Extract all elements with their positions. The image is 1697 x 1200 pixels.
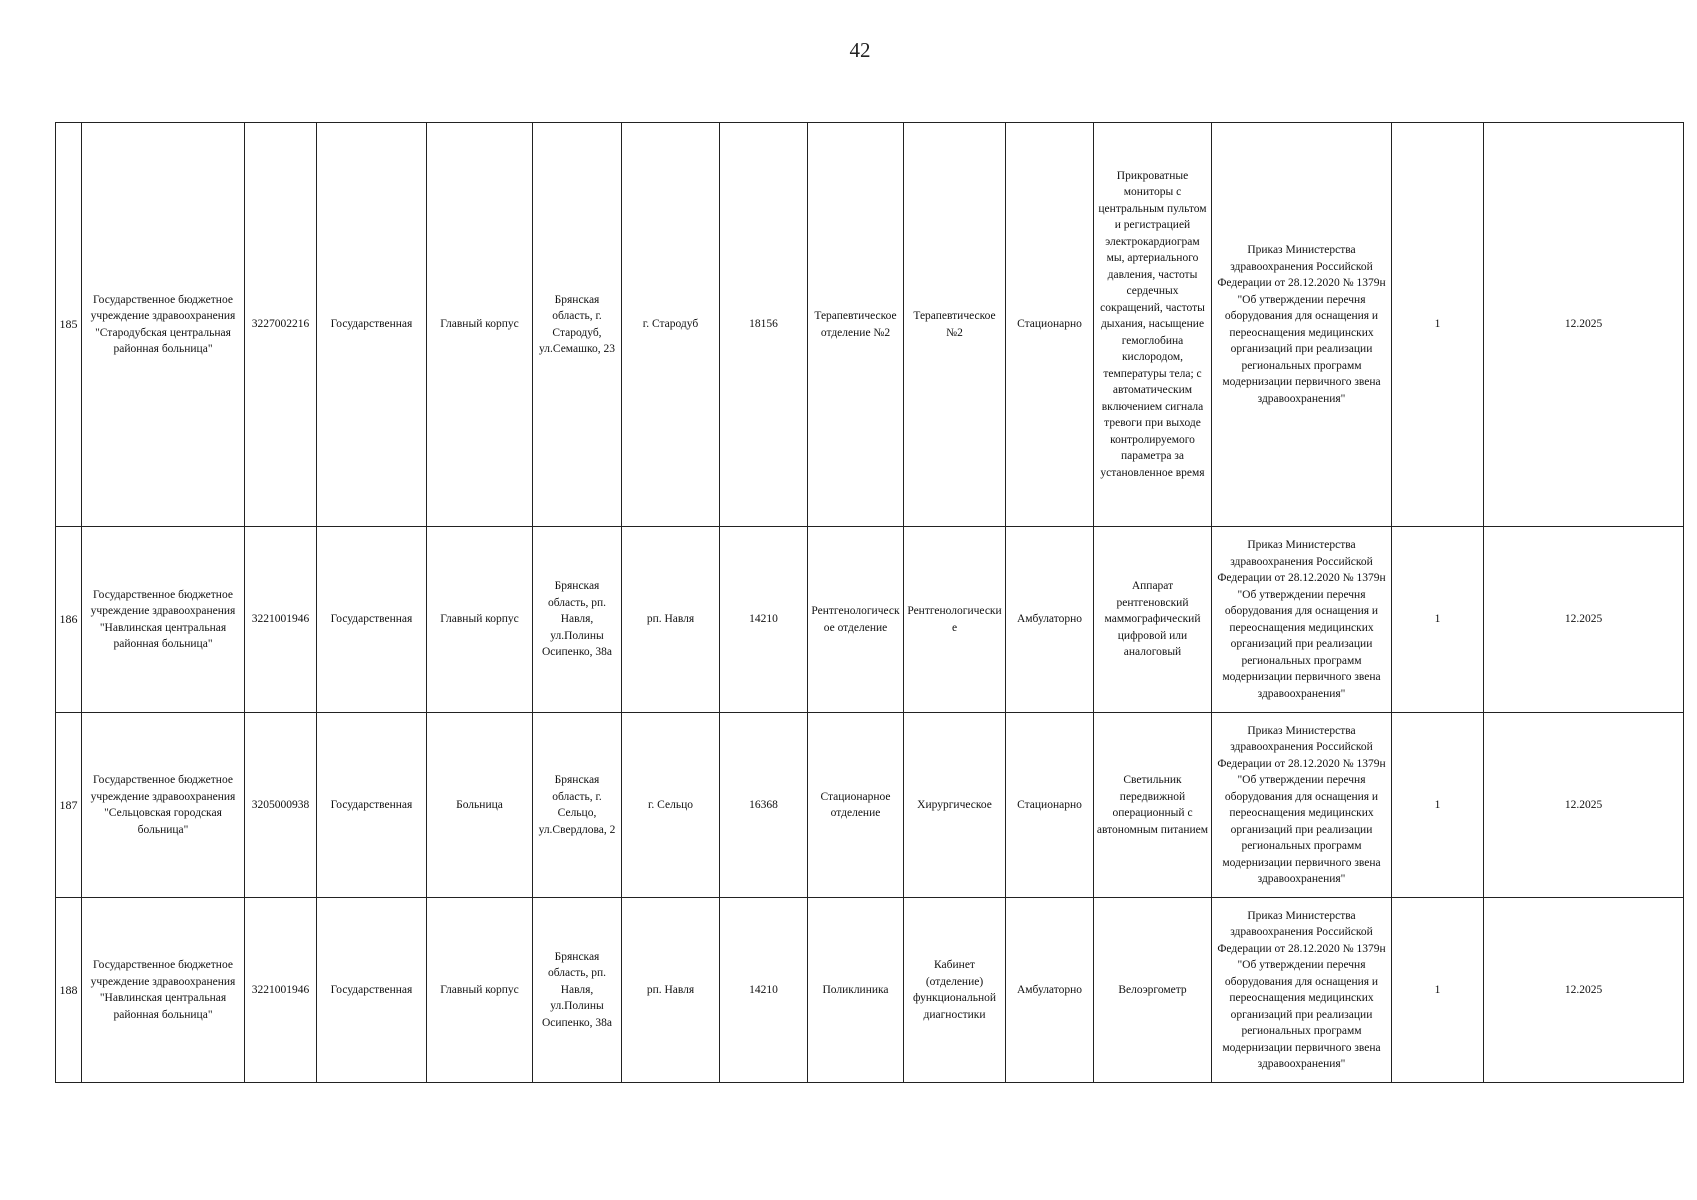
building: Главный корпус <box>427 898 533 1083</box>
profile: Кабинет (отделение) функциональной диагностики <box>904 898 1006 1083</box>
address: Брянская область, г. Сельцо, ул.Свердлова, 2 <box>533 713 622 898</box>
care-form: Амбулаторно <box>1006 898 1094 1083</box>
building: Больница <box>427 713 533 898</box>
building: Главный корпус <box>427 527 533 713</box>
inn-code: 3227002216 <box>245 123 317 527</box>
locality: г. Стародуб <box>622 123 720 527</box>
care-form: Стационарно <box>1006 123 1094 527</box>
row-number: 188 <box>56 898 82 1083</box>
population: 16368 <box>720 713 808 898</box>
address: Брянская область, рп. Навля, ул.Полины Осипенко, 38а <box>533 898 622 1083</box>
care-form: Амбулаторно <box>1006 527 1094 713</box>
institution-name: Государственное бюджетное учреждение здравоохранения "Навлинская центральная районная больница" <box>82 898 245 1083</box>
institution-name: Государственное бюджетное учреждение здравоохранения "Сельцовская городская больница" <box>82 713 245 898</box>
table-row <box>56 527 1684 713</box>
population: 14210 <box>720 527 808 713</box>
inn-code: 3221001946 <box>245 527 317 713</box>
quantity: 1 <box>1392 527 1484 713</box>
equipment: Светильник передвижной операционный с автономным питанием <box>1094 713 1212 898</box>
date: 12.2025 <box>1484 713 1684 898</box>
ownership-form: Государственная <box>317 713 427 898</box>
profile: Терапевтическое №2 <box>904 123 1006 527</box>
page-number: 42 <box>849 38 871 62</box>
date: 12.2025 <box>1484 527 1684 713</box>
row-number: 187 <box>56 713 82 898</box>
inn-code: 3221001946 <box>245 898 317 1083</box>
ownership-form: Государственная <box>317 898 427 1083</box>
department: Терапевтическое отделение №2 <box>808 123 904 527</box>
department: Поликлиника <box>808 898 904 1083</box>
equipment-registry-table <box>55 122 1684 1083</box>
date: 12.2025 <box>1484 123 1684 527</box>
locality: рп. Навля <box>622 898 720 1083</box>
address: Брянская область, рп. Навля, ул.Полины Осипенко, 38а <box>533 527 622 713</box>
inn-code: 3205000938 <box>245 713 317 898</box>
row-number: 185 <box>56 123 82 527</box>
institution-name: Государственное бюджетное учреждение здравоохранения "Навлинская центральная районная больница" <box>82 527 245 713</box>
quantity: 1 <box>1392 713 1484 898</box>
legal-basis: Приказ Министерства здравоохранения Российской Федерации от 28.12.2020 № 1379н "Об утверждении перечня оборудования для оснащения и переоснащения медицинских организаций при реализации региональных программ модернизации первичного звена здравоохранения" <box>1212 713 1392 898</box>
ownership-form: Государственная <box>317 123 427 527</box>
quantity: 1 <box>1392 898 1484 1083</box>
department: Рентгенологическое отделение <box>808 527 904 713</box>
date: 12.2025 <box>1484 898 1684 1083</box>
ownership-form: Государственная <box>317 527 427 713</box>
equipment: Велоэргометр <box>1094 898 1212 1083</box>
table-row <box>56 713 1684 898</box>
population: 18156 <box>720 123 808 527</box>
legal-basis: Приказ Министерства здравоохранения Российской Федерации от 28.12.2020 № 1379н "Об утверждении перечня оборудования для оснащения и переоснащения медицинских организаций при реализации региональных программ модернизации первичного звена здравоохранения" <box>1212 527 1392 713</box>
legal-basis: Приказ Министерства здравоохранения Российской Федерации от 28.12.2020 № 1379н "Об утверждении перечня оборудования для оснащения и переоснащения медицинских организаций при реализации региональных программ модернизации первичного звена здравоохранения" <box>1212 123 1392 527</box>
equipment: Аппарат рентгеновский маммографический цифровой или аналоговый <box>1094 527 1212 713</box>
building: Главный корпус <box>427 123 533 527</box>
profile: Рентгенологические <box>904 527 1006 713</box>
profile: Хирургическое <box>904 713 1006 898</box>
population: 14210 <box>720 898 808 1083</box>
locality: г. Сельцо <box>622 713 720 898</box>
address: Брянская область, г. Стародуб, ул.Семашко, 23 <box>533 123 622 527</box>
quantity: 1 <box>1392 123 1484 527</box>
table-row <box>56 123 1684 527</box>
locality: рп. Навля <box>622 527 720 713</box>
equipment: Прикроватные мониторы с центральным пультом и регистрацией электрокардиограм мы, артериального давления, частоты сердечных сокращений, частоты дыхания, насыщение гемоглобина кислородом, температуры тела; с автоматическим включением сигнала тревоги при выходе контролируемого параметра за установленное время <box>1094 123 1212 527</box>
institution-name: Государственное бюджетное учреждение здравоохранения "Стародубская центральная районная больница" <box>82 123 245 527</box>
care-form: Стационарно <box>1006 713 1094 898</box>
department: Стационарное отделение <box>808 713 904 898</box>
row-number: 186 <box>56 527 82 713</box>
legal-basis: Приказ Министерства здравоохранения Российской Федерации от 28.12.2020 № 1379н "Об утверждении перечня оборудования для оснащения и переоснащения медицинских организаций при реализации региональных программ модернизации первичного звена здравоохранения" <box>1212 898 1392 1083</box>
table-row <box>56 898 1684 1083</box>
